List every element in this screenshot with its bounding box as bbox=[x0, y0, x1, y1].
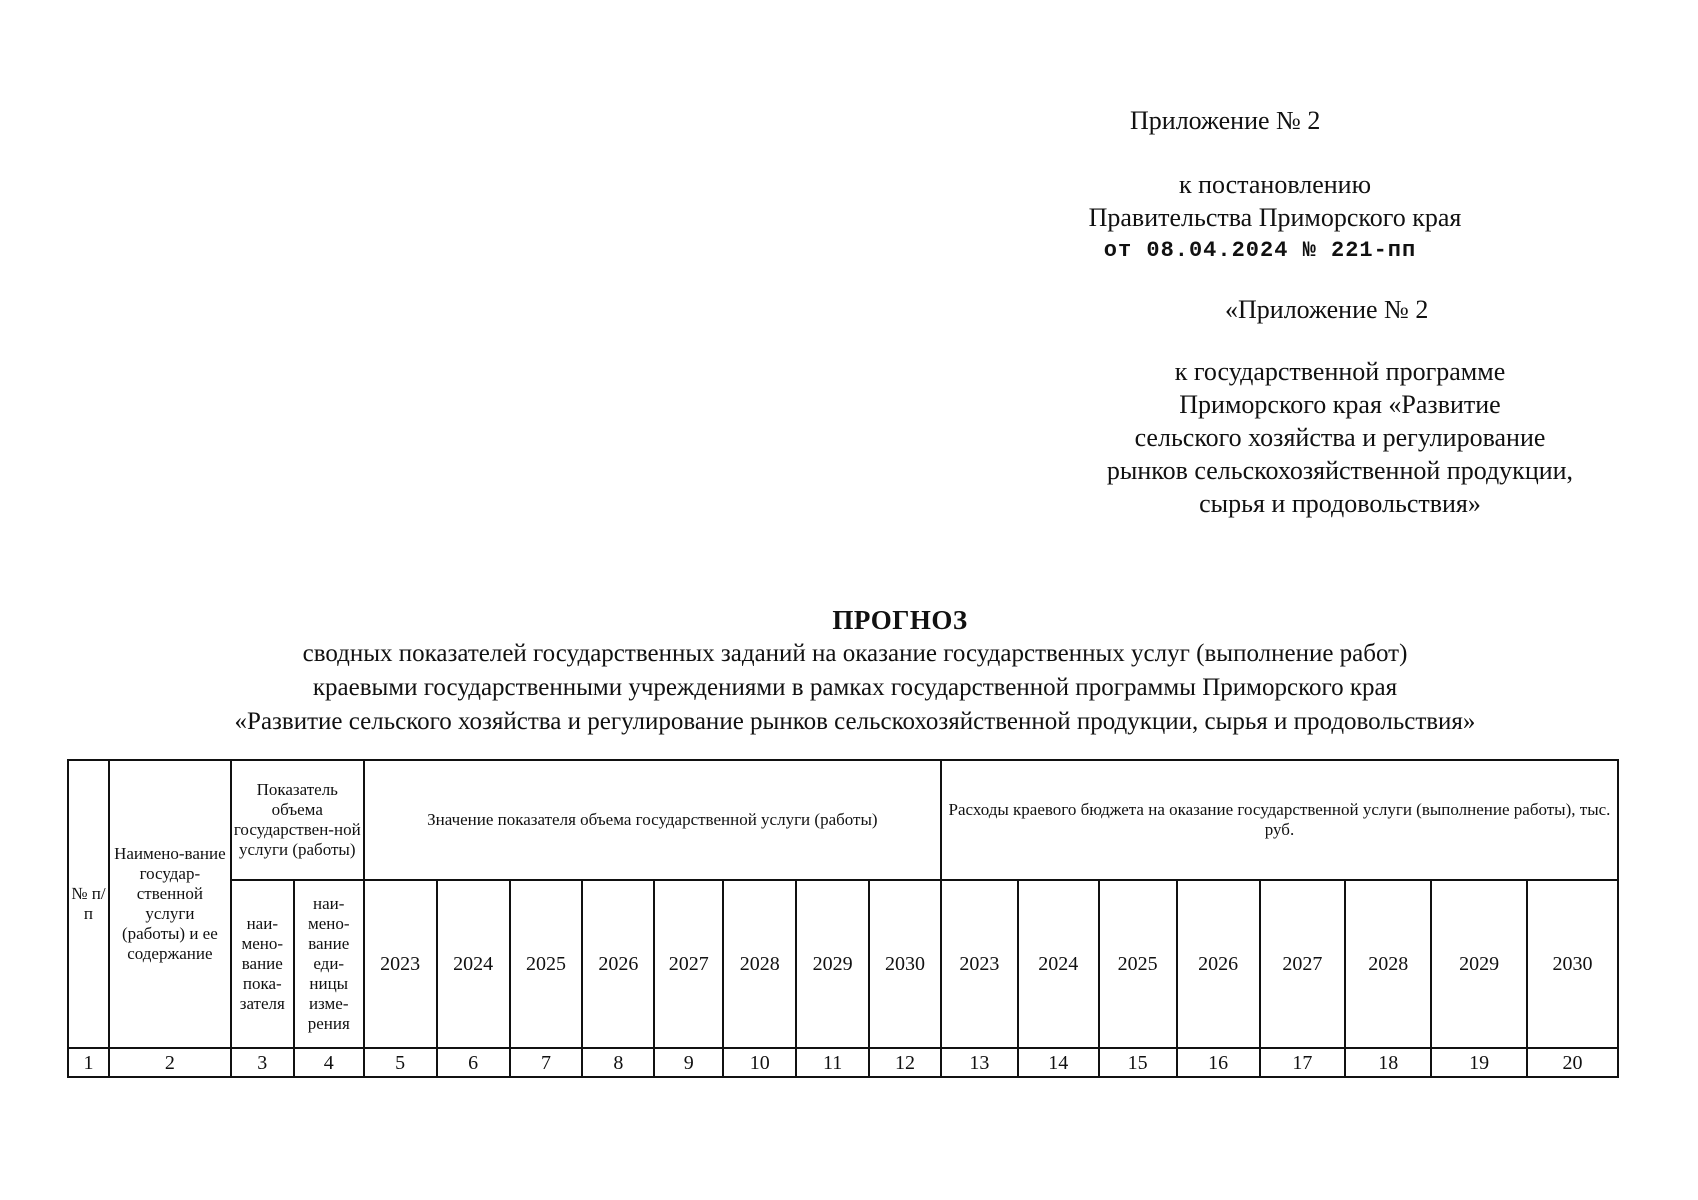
header-cell-indicator-name: наи-мено-вание пока-зателя bbox=[231, 880, 294, 1048]
column-number-row bbox=[68, 1048, 1618, 1077]
header-cell-year: 2028 bbox=[723, 880, 796, 1048]
column-number-cell: 14 bbox=[1018, 1048, 1099, 1077]
program-line: сельского хозяйства и регулирование bbox=[1134, 423, 1546, 452]
header-cell-service-name: Наимено-вание государ-ственной услуги (работы) и ее содержание bbox=[109, 760, 231, 1048]
header-cell-year: 2025 bbox=[510, 880, 583, 1048]
table-header-row bbox=[68, 760, 1618, 880]
column-number-cell: 6 bbox=[437, 1048, 510, 1077]
program-reference bbox=[1080, 355, 1600, 520]
column-number-cell: 12 bbox=[869, 1048, 941, 1077]
column-number-cell: 19 bbox=[1431, 1048, 1527, 1077]
header-cell-year: 2028 bbox=[1345, 880, 1431, 1048]
header-cell-year: 2023 bbox=[941, 880, 1018, 1048]
column-number-cell: 20 bbox=[1527, 1048, 1618, 1077]
column-number-cell: 15 bbox=[1099, 1048, 1177, 1077]
header-cell-values-group: Значение показателя объема государственной услуги (работы) bbox=[364, 760, 941, 880]
header-cell-year: 2029 bbox=[1431, 880, 1527, 1048]
column-number-cell: 10 bbox=[723, 1048, 796, 1077]
header-cell-year: 2027 bbox=[1260, 880, 1346, 1048]
header-cell-year: 2026 bbox=[582, 880, 654, 1048]
program-line: сырья и продовольствия» bbox=[1199, 489, 1481, 518]
header-cell-year: 2024 bbox=[1018, 880, 1099, 1048]
decree-reference bbox=[1040, 168, 1510, 267]
column-number-cell: 7 bbox=[510, 1048, 583, 1077]
decree-stamp: от 08.04.2024 № 221-пп bbox=[1103, 238, 1417, 263]
column-number-cell: 16 bbox=[1177, 1048, 1260, 1077]
document-subtitle-line: сводных показателей государственных заданий на оказание государственных услуг (выполнение работ) bbox=[302, 640, 1408, 667]
document-subtitle-line: «Развитие сельского хозяйства и регулирование рынков сельскохозяйственной продукции, сырья и продовольствия» bbox=[234, 708, 1476, 735]
header-cell-year: 2024 bbox=[437, 880, 510, 1048]
header-cell-year: 2030 bbox=[869, 880, 941, 1048]
header-cell-unit-name: наи-мено-вание еди-ницы изме-рения bbox=[294, 880, 364, 1048]
forecast-table bbox=[67, 759, 1619, 1078]
header-cell-expenses-group: Расходы краевого бюджета на оказание государственной услуги (выполнение работы), тыс. руб. bbox=[941, 760, 1618, 880]
column-number-cell: 4 bbox=[294, 1048, 364, 1077]
header-cell-year: 2025 bbox=[1099, 880, 1177, 1048]
document-title-block bbox=[60, 603, 1650, 739]
appendix-label: Приложение № 2 bbox=[1130, 106, 1321, 135]
header-cell-year: 2023 bbox=[364, 880, 437, 1048]
column-number-cell: 13 bbox=[941, 1048, 1018, 1077]
header-cell-year: 2029 bbox=[796, 880, 869, 1048]
decree-line: к постановлению bbox=[1178, 170, 1372, 199]
column-number-cell: 3 bbox=[231, 1048, 294, 1077]
program-appendix-label: «Приложение № 2 bbox=[1225, 295, 1429, 324]
header-cell-indicator-group: Показатель объема государствен-ной услуги (работы) bbox=[231, 760, 364, 880]
column-number-cell: 17 bbox=[1260, 1048, 1346, 1077]
table-header-row bbox=[68, 880, 1618, 1048]
column-number-cell: 18 bbox=[1345, 1048, 1431, 1077]
decree-line: Правительства Приморского края bbox=[1088, 203, 1462, 232]
header-cell-year: 2026 bbox=[1177, 880, 1260, 1048]
header-cell-number: № п/п bbox=[68, 760, 109, 1048]
document-title: ПРОГНОЗ bbox=[832, 605, 968, 635]
header-cell-year: 2027 bbox=[654, 880, 723, 1048]
column-number-cell: 9 bbox=[654, 1048, 723, 1077]
column-number-cell: 2 bbox=[109, 1048, 231, 1077]
header-cell-year: 2030 bbox=[1527, 880, 1618, 1048]
column-number-cell: 1 bbox=[68, 1048, 109, 1077]
program-line: Приморского края «Развитие bbox=[1179, 390, 1501, 419]
column-number-cell: 5 bbox=[364, 1048, 437, 1077]
column-number-cell: 11 bbox=[796, 1048, 869, 1077]
program-line: к государственной программе bbox=[1174, 357, 1506, 386]
program-line: рынков сельскохозяйственной продукции, bbox=[1106, 456, 1574, 485]
column-number-cell: 8 bbox=[582, 1048, 654, 1077]
document-subtitle-line: краевыми государственными учреждениями в рамках государственной программы Приморского края bbox=[312, 674, 1398, 701]
